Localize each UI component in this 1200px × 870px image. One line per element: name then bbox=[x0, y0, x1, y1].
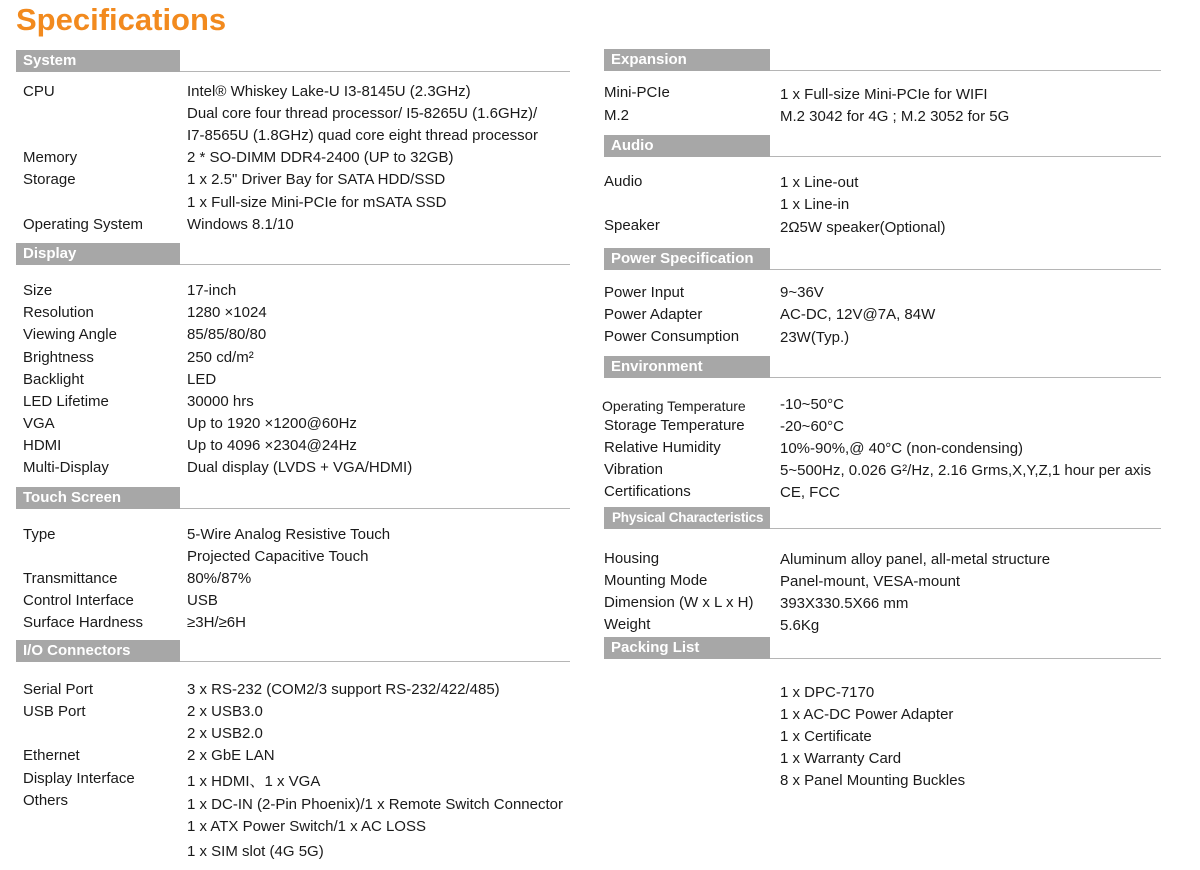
section-header-physical-characteristics: Physical Characteristics bbox=[604, 507, 770, 529]
spec-value-storage: 1 x Full-size Mini-PCIe for mSATA SSD bbox=[187, 194, 447, 211]
spec-value-power-consumption: 23W(Typ.) bbox=[780, 329, 850, 346]
spec-value-storage-temperature: -20~60°C bbox=[780, 418, 844, 435]
spec-value-size: 17-inch bbox=[187, 282, 237, 299]
spec-value-dimension: 393X330.5X66 mm bbox=[780, 595, 909, 612]
spec-value-certifications: CE, FCC bbox=[780, 484, 840, 501]
section-header-system: System bbox=[16, 50, 180, 72]
spec-value-usb-port: 2 x USB2.0 bbox=[187, 725, 263, 742]
spec-label-memory: Memory bbox=[23, 149, 78, 166]
spec-value-brightness: 250 cd/m² bbox=[187, 349, 254, 366]
spec-value-cpu: Dual core four thread processor/ I5-8265U (1.6GHz)/ bbox=[187, 105, 538, 122]
spec-value-power-input: 9~36V bbox=[780, 284, 824, 301]
spec-value-vga: Up to 1920 ×1200@60Hz bbox=[187, 415, 357, 432]
spec-value-storage: 1 x 2.5" Driver Bay for SATA HDD/SSD bbox=[187, 171, 446, 188]
packing-list-item: 1 x Warranty Card bbox=[780, 750, 902, 767]
spec-label-usb-port: USB Port bbox=[23, 703, 86, 720]
section-header-display: Display bbox=[16, 243, 180, 265]
spec-value-housing: Aluminum alloy panel, all-metal structure bbox=[780, 551, 1051, 568]
spec-label-storage-temperature: Storage Temperature bbox=[604, 417, 745, 434]
section-rule bbox=[770, 269, 1161, 270]
spec-value-backlight: LED bbox=[187, 371, 217, 388]
spec-label-dimension: Dimension (W x L x H) bbox=[604, 594, 754, 611]
spec-label-weight: Weight bbox=[604, 616, 651, 633]
section-header-environment: Environment bbox=[604, 356, 770, 378]
spec-label-serial-port: Serial Port bbox=[23, 681, 94, 698]
spec-label-power-input: Power Input bbox=[604, 284, 685, 301]
section-header-io-connectors: I/O Connectors bbox=[16, 640, 180, 662]
spec-value-hdmi: Up to 4096 ×2304@24Hz bbox=[187, 437, 357, 454]
spec-label-relative-humidity: Relative Humidity bbox=[604, 439, 721, 456]
spec-label-type: Type bbox=[23, 526, 56, 543]
spec-label-os: Operating System bbox=[23, 216, 144, 233]
spec-label-audio: Audio bbox=[604, 173, 643, 190]
spec-value-vibration: 5~500Hz, 0.026 G²/Hz, 2.16 Grms,X,Y,Z,1 hour per axis bbox=[780, 462, 1152, 479]
spec-value-os: Windows 8.1/10 bbox=[187, 216, 294, 233]
packing-list-item: 1 x Certificate bbox=[780, 728, 872, 745]
spec-label-operating-temperature: Operating Temperature bbox=[602, 398, 746, 414]
spec-label-storage: Storage bbox=[23, 171, 76, 188]
spec-value-viewing-angle: 85/85/80/80 bbox=[187, 326, 267, 343]
spec-label-housing: Housing bbox=[604, 550, 660, 567]
spec-label-ethernet: Ethernet bbox=[23, 747, 80, 764]
spec-label-hdmi: HDMI bbox=[23, 437, 62, 454]
spec-value-audio: 1 x Line-in bbox=[780, 196, 850, 213]
spec-value-led-lifetime: 30000 hrs bbox=[187, 393, 254, 410]
spec-value-cpu: I7-8565U (1.8GHz) quad core eight thread processor bbox=[187, 127, 539, 144]
spec-label-mounting-mode: Mounting Mode bbox=[604, 572, 708, 589]
spec-value-operating-temperature: -10~50°C bbox=[780, 396, 844, 413]
section-header-expansion: Expansion bbox=[604, 49, 770, 71]
spec-label-surface-hardness: Surface Hardness bbox=[23, 614, 144, 631]
spec-label-led-lifetime: LED Lifetime bbox=[23, 393, 109, 410]
spec-value-display-interface: 1 x HDMI、1 x VGA bbox=[187, 773, 321, 790]
spec-value-serial-port: 3 x RS-232 (COM2/3 support RS-232/422/485) bbox=[187, 681, 500, 698]
spec-label-multi-display: Multi-Display bbox=[23, 459, 109, 476]
spec-label-display-interface: Display Interface bbox=[23, 770, 135, 787]
spec-value-audio: 1 x Line-out bbox=[780, 174, 859, 191]
spec-value-transmittance: 80%/87% bbox=[187, 570, 252, 587]
section-rule bbox=[770, 70, 1161, 71]
packing-list-item: 1 x DPC-7170 bbox=[780, 684, 875, 701]
spec-label-m2: M.2 bbox=[604, 107, 630, 124]
section-header-packing-list: Packing List bbox=[604, 637, 770, 659]
spec-label-mini-pcie: Mini-PCIe bbox=[604, 84, 670, 101]
spec-value-cpu: Intel® Whiskey Lake-U I3-8145U (2.3GHz) bbox=[187, 83, 471, 100]
spec-value-type: Projected Capacitive Touch bbox=[187, 548, 369, 565]
spec-value-relative-humidity: 10%-90%,@ 40°C (non-condensing) bbox=[780, 440, 1024, 457]
spec-label-speaker: Speaker bbox=[604, 217, 660, 234]
spec-value-ethernet: 2 x GbE LAN bbox=[187, 747, 275, 764]
spec-label-resolution: Resolution bbox=[23, 304, 94, 321]
spec-value-m2: M.2 3042 for 4G ; M.2 3052 for 5G bbox=[780, 108, 1010, 125]
spec-value-others: 1 x DC-IN (2-Pin Phoenix)/1 x Remote Switch Connector bbox=[187, 796, 563, 813]
spec-value-mounting-mode: Panel-mount, VESA-mount bbox=[780, 573, 961, 590]
section-rule bbox=[180, 71, 570, 72]
spec-label-power-consumption: Power Consumption bbox=[604, 328, 740, 345]
spec-value-multi-display: Dual display (LVDS + VGA/HDMI) bbox=[187, 459, 413, 476]
spec-label-backlight: Backlight bbox=[23, 371, 84, 388]
section-rule bbox=[770, 377, 1161, 378]
spec-value-mini-pcie: 1 x Full-size Mini-PCIe for WIFI bbox=[780, 86, 988, 103]
page-title: Specifications bbox=[16, 2, 227, 37]
spec-label-transmittance: Transmittance bbox=[23, 570, 118, 587]
spec-label-vibration: Vibration bbox=[604, 461, 663, 478]
section-header-touch-screen: Touch Screen bbox=[16, 487, 180, 509]
packing-list-item: 1 x AC-DC Power Adapter bbox=[780, 706, 954, 723]
spec-value-resolution: 1280 ×1024 bbox=[187, 304, 267, 321]
section-header-power-specification: Power Specification bbox=[604, 248, 770, 270]
spec-label-size: Size bbox=[23, 282, 53, 299]
spec-value-power-adapter: AC-DC, 12V@7A, 84W bbox=[780, 306, 936, 323]
spec-value-type: 5-Wire Analog Resistive Touch bbox=[187, 526, 391, 543]
spec-value-others: 1 x ATX Power Switch/1 x AC LOSS bbox=[187, 818, 426, 835]
spec-label-brightness: Brightness bbox=[23, 349, 94, 366]
spec-label-others: Others bbox=[23, 792, 69, 809]
spec-value-memory: 2 * SO-DIMM DDR4-2400 (UP to 32GB) bbox=[187, 149, 454, 166]
section-rule bbox=[770, 528, 1161, 529]
spec-value-speaker: 2Ω5W speaker(Optional) bbox=[780, 219, 946, 236]
spec-label-viewing-angle: Viewing Angle bbox=[23, 326, 117, 343]
spec-value-weight: 5.6Kg bbox=[780, 617, 820, 634]
section-rule bbox=[180, 661, 570, 662]
spec-value-usb-port: 2 x USB3.0 bbox=[187, 703, 263, 720]
section-rule bbox=[770, 658, 1161, 659]
packing-list-item: 8 x Panel Mounting Buckles bbox=[780, 772, 966, 789]
spec-value-surface-hardness: ≥3H/≥6H bbox=[187, 614, 246, 631]
section-rule bbox=[180, 508, 570, 509]
spec-label-vga: VGA bbox=[23, 415, 55, 432]
spec-label-certifications: Certifications bbox=[604, 483, 691, 500]
spec-value-others: 1 x SIM slot (4G 5G) bbox=[187, 843, 324, 860]
spec-label-power-adapter: Power Adapter bbox=[604, 306, 703, 323]
section-rule bbox=[770, 156, 1161, 157]
section-rule bbox=[180, 264, 570, 265]
spec-label-control-interface: Control Interface bbox=[23, 592, 134, 609]
section-header-audio: Audio bbox=[604, 135, 770, 157]
spec-value-control-interface: USB bbox=[187, 592, 218, 609]
spec-label-cpu: CPU bbox=[23, 83, 55, 100]
